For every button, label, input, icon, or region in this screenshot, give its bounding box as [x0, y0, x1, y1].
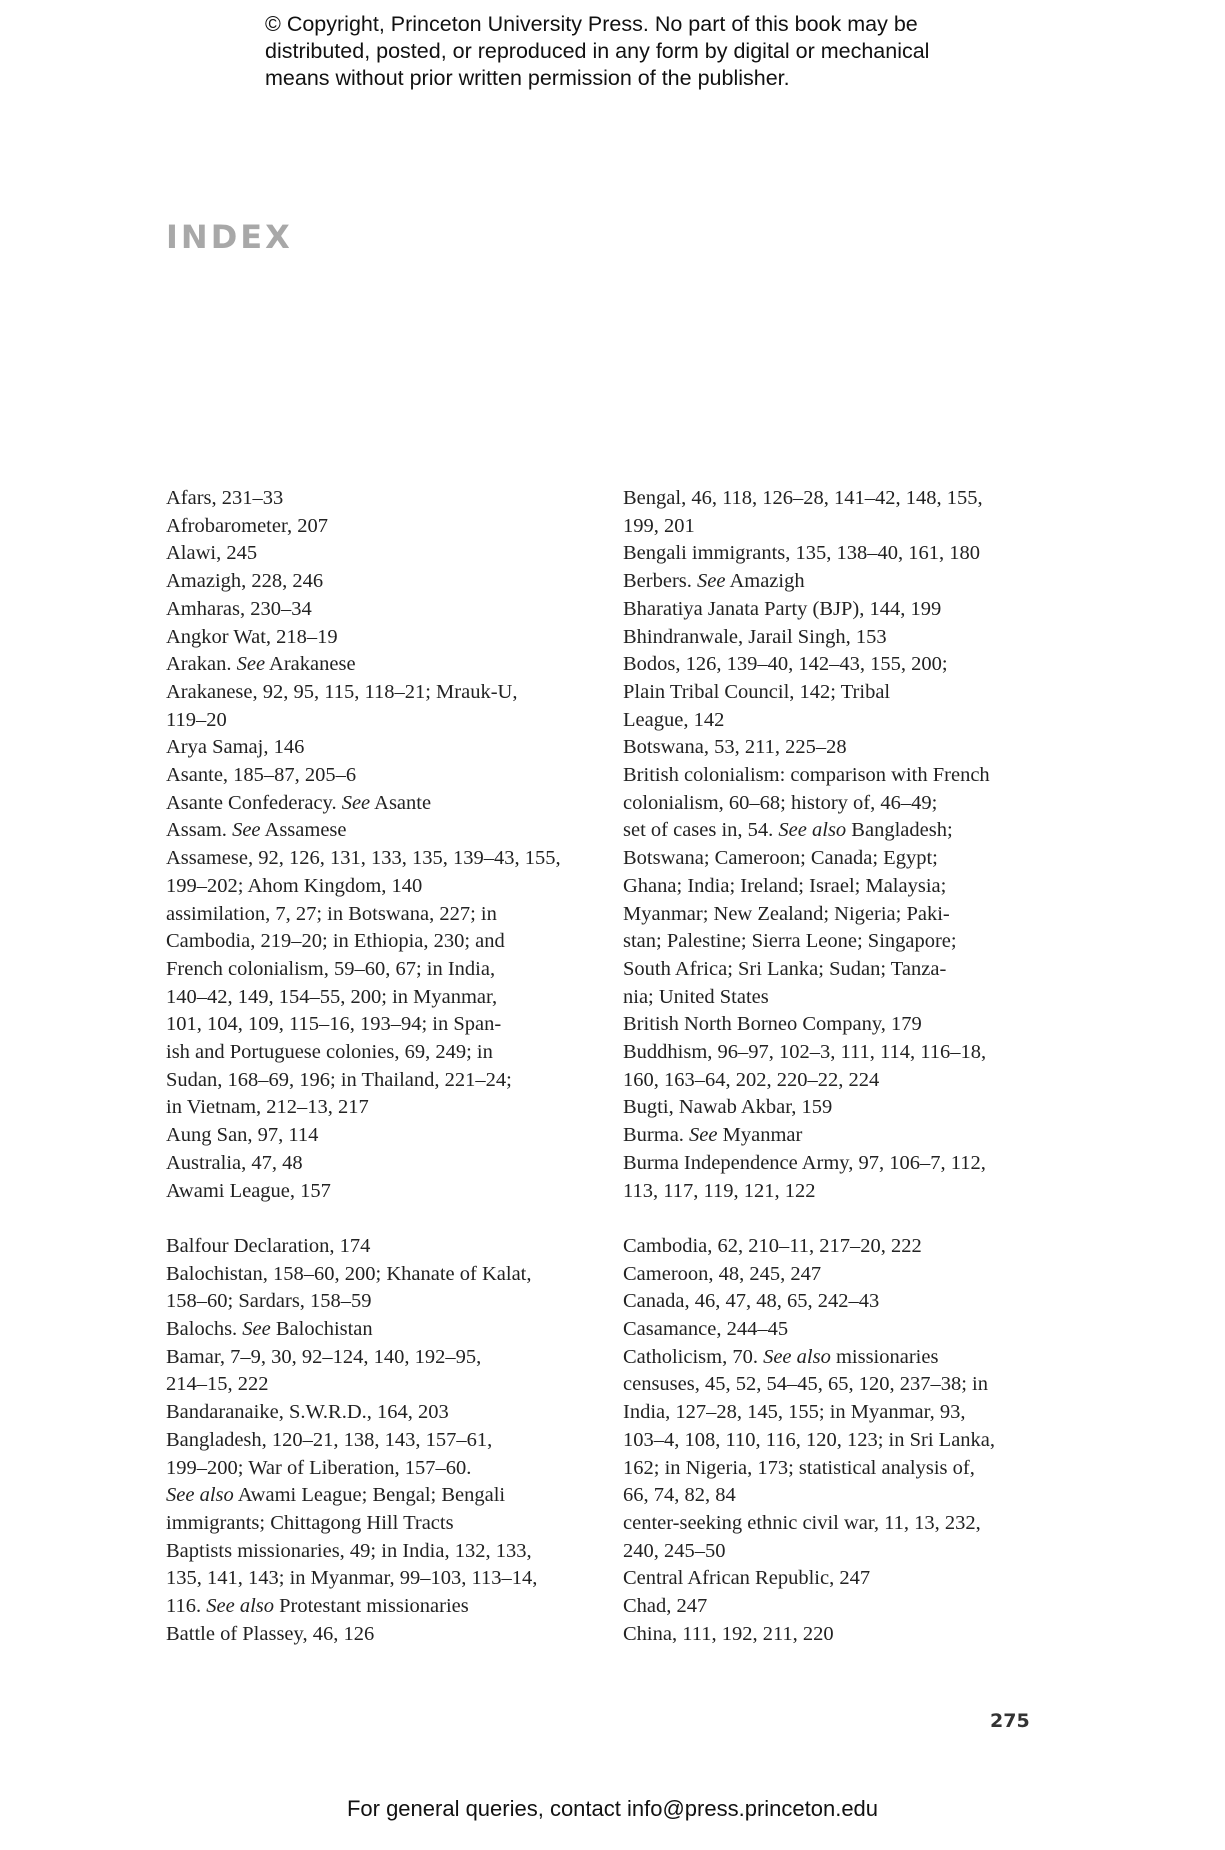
index-entry — [166, 845, 586, 900]
index-entry-line: ish and Portuguese colonies, 69, 249; in — [166, 1041, 493, 1064]
index-entry — [166, 624, 586, 652]
index-entry-line: Arakan. See Arakanese — [166, 653, 356, 676]
index-entry-line: in Vietnam, 212–13, 217 — [166, 1096, 369, 1119]
index-entry-line: Amharas, 230–34 — [166, 597, 312, 620]
index-entry — [623, 485, 1043, 540]
index-entry — [623, 1565, 1043, 1593]
index-entry — [166, 1150, 586, 1178]
index-entry-line: Balfour Declaration, 174 — [166, 1234, 371, 1257]
index-entry — [166, 513, 586, 541]
index-entry-line: 116. See also Protestant missionaries — [166, 1595, 469, 1618]
index-entry-line: Berbers. See Amazigh — [623, 570, 805, 593]
index-entry — [623, 1233, 1043, 1261]
index-entry — [166, 1621, 586, 1649]
index-entry — [623, 651, 1043, 734]
index-entry-line: 119–20 — [166, 708, 227, 731]
index-entry — [623, 1510, 1043, 1565]
index-entry-line: 101, 104, 109, 115–16, 193–94; in Span- — [166, 1013, 502, 1036]
index-entry — [623, 1039, 1043, 1094]
index-entry — [166, 540, 586, 568]
index-column-right — [623, 485, 1043, 1649]
index-entry-line: Arakanese, 92, 95, 115, 118–21; Mrauk-U, — [166, 680, 518, 703]
index-entry-line: 103–4, 108, 110, 116, 120, 123; in Sri Lanka, — [623, 1428, 996, 1451]
copyright-line: © Copyright, Princeton University Press. No part of this book may be — [265, 12, 918, 36]
index-entry — [623, 762, 1043, 1011]
index-entry-line: Bamar, 7–9, 30, 92–124, 140, 192–95, — [166, 1345, 482, 1368]
index-entry-line: Plain Tribal Council, 142; Tribal — [623, 680, 891, 703]
index-entry — [623, 734, 1043, 762]
index-entry-line: See also Awami League; Bengal; Bengali — [166, 1484, 506, 1507]
index-entry — [166, 901, 586, 1123]
index-entry-line: 135, 141, 143; in Myanmar, 99–103, 113–14, — [166, 1567, 538, 1590]
index-entry-line: Bhindranwale, Jarail Singh, 153 — [623, 625, 887, 648]
index-entry-line: censuses, 45, 52, 54–45, 65, 120, 237–38; in — [623, 1373, 988, 1396]
index-entry-line: Battle of Plassey, 46, 126 — [166, 1622, 375, 1645]
index-entry-line: Chad, 247 — [623, 1595, 708, 1618]
index-entry-line: Cambodia, 219–20; in Ethiopia, 230; and — [166, 930, 505, 953]
index-entry-line: Myanmar; New Zealand; Nigeria; Paki- — [623, 902, 950, 925]
index-entry — [166, 1538, 586, 1621]
index-entry-line: Cameroon, 48, 245, 247 — [623, 1262, 822, 1285]
index-entry — [623, 1593, 1043, 1621]
index-entry-line: Aung San, 97, 114 — [166, 1124, 319, 1147]
index-entry — [623, 596, 1043, 624]
index-entry — [623, 1344, 1043, 1372]
index-entry-line: Bengali immigrants, 135, 138–40, 161, 180 — [623, 542, 981, 565]
page-number: 275 — [990, 1710, 1030, 1732]
index-entry-line: Buddhism, 96–97, 102–3, 111, 114, 116–18, — [623, 1041, 987, 1064]
index-entry-line: colonialism, 60–68; history of, 46–49; — [623, 791, 938, 814]
index-entry — [166, 651, 586, 679]
index-entry-line: set of cases in, 54. See also Bangladesh; — [623, 819, 953, 842]
index-entry-line: nia; United States — [623, 985, 769, 1008]
index-entry — [166, 1122, 586, 1150]
index-entry-line: Bharatiya Janata Party (BJP), 144, 199 — [623, 597, 942, 620]
index-entry — [166, 1344, 586, 1399]
index-entry — [166, 596, 586, 624]
index-entry — [623, 540, 1043, 568]
index-entry-line: Casamance, 244–45 — [623, 1318, 789, 1341]
index-entry-line: British colonialism: comparison with French — [623, 764, 990, 787]
index-entry-line: immigrants; Chittagong Hill Tracts — [166, 1512, 454, 1534]
index-entry — [166, 734, 586, 762]
index-entry-line: Bugti, Nawab Akbar, 159 — [623, 1096, 833, 1119]
index-entry-line: Alawi, 245 — [166, 542, 258, 565]
index-entry-line: 199–202; Ahom Kingdom, 140 — [166, 874, 423, 897]
index-entry-line: Canada, 46, 47, 48, 65, 242–43 — [623, 1290, 880, 1313]
index-entry-line: Baptists missionaries, 49; in India, 132, 133, — [166, 1539, 532, 1562]
index-entry-line: Bodos, 126, 139–40, 142–43, 155, 200; — [623, 653, 948, 676]
index-entry-line: Amazigh, 228, 246 — [166, 570, 324, 593]
index-entry-line: Botswana, 53, 211, 225–28 — [623, 736, 847, 759]
index-entry — [166, 679, 586, 734]
index-entry-line: League, 142 — [623, 708, 725, 731]
index-entry — [166, 1316, 586, 1344]
index-entry-line: Asante, 185–87, 205–6 — [166, 764, 357, 787]
index-entry-line: Burma. See Myanmar — [623, 1124, 803, 1147]
index-entry-line: Balochs. See Balochistan — [166, 1318, 373, 1341]
index-entry — [623, 1288, 1043, 1316]
index-entry — [166, 762, 586, 790]
page-title: INDEX — [166, 218, 293, 256]
index-entry — [623, 1122, 1043, 1150]
index-entry — [623, 1150, 1043, 1205]
index-entry-line: 240, 245–50 — [623, 1539, 726, 1562]
copyright-line: means without prior written permission of the publisher. — [265, 66, 790, 90]
index-entry — [623, 1621, 1043, 1649]
index-entry-line: Ghana; India; Ireland; Israel; Malaysia; — [623, 874, 947, 897]
index-entry — [166, 1399, 586, 1427]
index-entry-line: Assamese, 92, 126, 131, 133, 135, 139–43, 155, — [166, 847, 561, 870]
index-entry-line: British North Borneo Company, 179 — [623, 1013, 922, 1036]
index-entry — [166, 790, 586, 818]
copyright-notice — [265, 11, 1025, 92]
index-entry-line: 162; in Nigeria, 173; statistical analysis of, — [623, 1456, 975, 1479]
index-entry-line: Cambodia, 62, 210–11, 217–20, 222 — [623, 1234, 922, 1257]
index-entry — [623, 1316, 1043, 1344]
index-entry-line: Angkor Wat, 218–19 — [166, 625, 338, 648]
index-entry-line: Australia, 47, 48 — [166, 1151, 303, 1174]
index-entry-line: Awami League, 157 — [166, 1179, 331, 1202]
index-entry-line: Burma Independence Army, 97, 106–7, 112, — [623, 1151, 986, 1174]
index-entry — [623, 1094, 1043, 1122]
index-entry-line: center-seeking ethnic civil war, 11, 13, 232, — [623, 1512, 981, 1534]
index-entry-line: Catholicism, 70. See also missionaries — [623, 1345, 939, 1368]
index-entry-line: French colonialism, 59–60, 67; in India, — [166, 957, 496, 980]
index-entry — [623, 1371, 1043, 1510]
index-entry — [166, 1233, 586, 1261]
index-entry — [166, 1427, 586, 1538]
index-entry — [166, 485, 586, 513]
index-entry-line: Bangladesh, 120–21, 138, 143, 157–61, — [166, 1428, 493, 1451]
index-entry-line: Central African Republic, 247 — [623, 1567, 871, 1590]
index-entry-line: Afrobarometer, 207 — [166, 514, 328, 537]
footer-contact: For general queries, contact info@press.princeton.edu — [346, 1796, 879, 1821]
index-entry-line: South Africa; Sri Lanka; Sudan; Tanza- — [623, 957, 947, 980]
index-entry-line: 199, 201 — [623, 514, 695, 537]
index-entry-line: Arya Samaj, 146 — [166, 736, 305, 759]
index-entry-line: 140–42, 149, 154–55, 200; in Myanmar, — [166, 985, 498, 1008]
index-entry-line: 158–60; Sardars, 158–59 — [166, 1290, 372, 1313]
index-entry-line: stan; Palestine; Sierra Leone; Singapore; — [623, 930, 957, 953]
index-entry — [623, 1011, 1043, 1039]
index-entry — [166, 817, 586, 845]
copyright-line: distributed, posted, or reproduced in any form by digital or mechanical — [265, 39, 930, 63]
index-entry-line: 199–200; War of Liberation, 157–60. — [166, 1456, 472, 1479]
index-entry-line: Botswana; Cameroon; Canada; Egypt; — [623, 847, 938, 870]
index-entry-line: Bengal, 46, 118, 126–28, 141–42, 148, 155, — [623, 487, 983, 509]
index-entry-line: 160, 163–64, 202, 220–22, 224 — [623, 1068, 880, 1091]
index-entry — [623, 624, 1043, 652]
index-entry-line: 214–15, 222 — [166, 1373, 269, 1396]
index-entry — [623, 568, 1043, 596]
index-column-left — [166, 485, 586, 1649]
index-entry-line: Asante Confederacy. See Asante — [166, 791, 432, 814]
index-entry-line: 66, 74, 82, 84 — [623, 1484, 736, 1507]
index-entry-line: Sudan, 168–69, 196; in Thailand, 221–24; — [166, 1068, 512, 1091]
index-entry-line: Afars, 231–33 — [166, 487, 284, 509]
index-entry-line: assimilation, 7, 27; in Botswana, 227; in — [166, 902, 497, 925]
index-entry-line: Balochistan, 158–60, 200; Khanate of Kalat, — [166, 1262, 532, 1285]
index-entry-line: India, 127–28, 145, 155; in Myanmar, 93, — [623, 1401, 966, 1424]
index-entry-line: Bandaranaike, S.W.R.D., 164, 203 — [166, 1401, 449, 1424]
index-entry — [166, 568, 586, 596]
index-entry — [623, 1261, 1043, 1289]
index-entry — [166, 1261, 586, 1316]
index-entry — [166, 1178, 586, 1206]
index-entry-line: 113, 117, 119, 121, 122 — [623, 1179, 816, 1202]
index-entry-line: China, 111, 192, 211, 220 — [623, 1622, 834, 1645]
index-entry-line: Assam. See Assamese — [166, 819, 347, 842]
